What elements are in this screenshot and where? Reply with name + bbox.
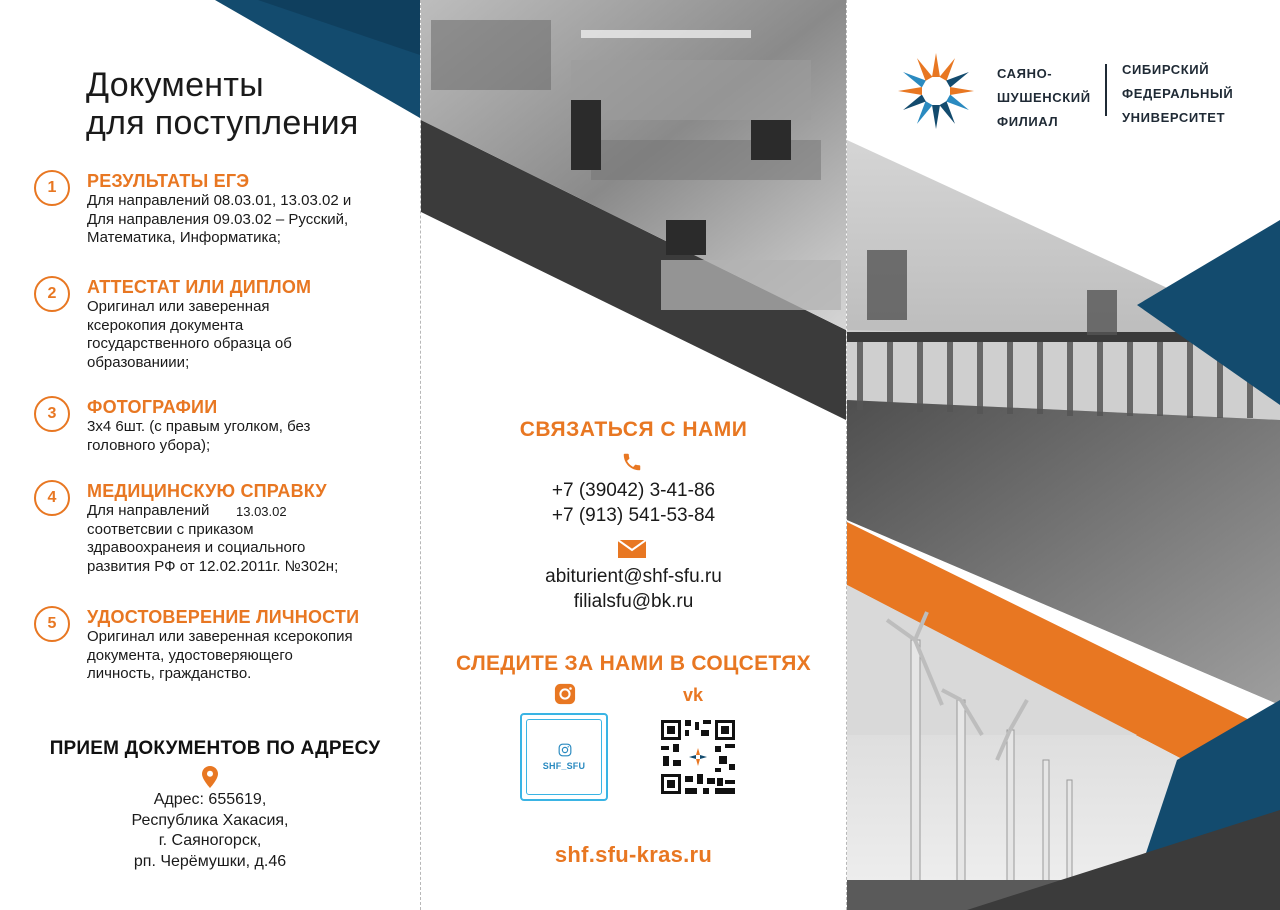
step-number: 4	[34, 480, 70, 516]
social-title: СЛЕДИТЕ ЗА НАМИ В СОЦСЕТЯХ	[456, 652, 811, 675]
envelope-icon	[618, 540, 646, 558]
documents-panel	[0, 0, 420, 910]
email-addresses[interactable]: abiturient@shf-sfu.ru filialsfu@bk.ru	[545, 566, 722, 612]
requirement-text: 3х4 6шт. (с правым уголком, без головного убора);	[87, 418, 311, 454]
phone-numbers[interactable]: +7 (39042) 3-41-86 +7 (913) 541-53-84	[551, 480, 716, 526]
documents-title: Документы для поступления	[86, 66, 359, 142]
contact-title: СВЯЗАТЬСЯ С НАМИ	[519, 418, 748, 441]
address-text: Адрес: 655619, Республика Хакасия, г. Саяногорск, рп. Черёмушки, д.46	[131, 791, 289, 870]
requirement-item	[32, 396, 412, 480]
requirement-text: Для направлений соответсвии с приказом здравоохранеия и социального развития РФ от 12.02.2011г. №302н;	[87, 502, 339, 575]
map-pin-icon	[202, 766, 218, 788]
requirements-list	[32, 170, 412, 696]
svg-text:vk: vk	[683, 685, 704, 704]
cover-panel	[847, 0, 1280, 910]
requirement-item	[32, 276, 412, 396]
requirement-text: Оригинал или заверенная ксерокопия документа, удостоверяющего личность, гражданство.	[87, 628, 353, 682]
requirement-item	[32, 606, 412, 696]
step-number: 2	[34, 276, 70, 312]
instagram-qr-card[interactable]	[520, 713, 608, 801]
contacts-panel	[421, 0, 846, 910]
branch-name: САЯНО- ШУШЕНСКИЙ ФИЛИАЛ	[997, 66, 1091, 129]
requirement-item	[32, 170, 412, 276]
hydro-dam-wind-turbines-photo	[847, 0, 1280, 910]
requirement-title: ФОТОГРАФИИ	[87, 397, 218, 417]
step-number: 3	[34, 396, 70, 432]
instagram-icon	[558, 743, 572, 757]
card-border	[526, 719, 602, 795]
instagram-handle: SHF_SFU	[542, 761, 586, 771]
phone-icon	[621, 451, 643, 473]
requirement-title: МЕДИЦИНСКУЮ СПРАВКУ	[87, 481, 327, 501]
control-room-photo	[421, 0, 846, 420]
vk-icon[interactable]	[683, 684, 713, 704]
instagram-icon[interactable]	[554, 683, 576, 705]
requirement-text: Для направлений 08.03.01, 13.03.02 и Для направления 09.03.02 – Русский, Математика, Информатика;	[87, 192, 352, 246]
step-number: 5	[34, 606, 70, 642]
vk-qr-code[interactable]	[659, 718, 737, 796]
requirement-title: АТТЕСТАТ ИЛИ ДИПЛОМ	[87, 277, 312, 297]
address-title: ПРИЕМ ДОКУМЕНТОВ ПО АДРЕСУ	[49, 738, 381, 759]
requirement-item	[32, 480, 412, 606]
website-link[interactable]: shf.sfu-kras.ru	[554, 842, 713, 867]
sfu-logo-icon	[895, 50, 977, 132]
university-name: СИБИРСКИЙ ФЕДЕРАЛЬНЫЙ УНИВЕРСИТЕТ	[1122, 62, 1234, 125]
requirement-text: Оригинал или заверенная ксерокопия документа государственного образца об образованиии;	[87, 298, 292, 371]
requirement-title: УДОСТОВЕРЕНИЕ ЛИЧНОСТИ	[87, 607, 360, 627]
medical-direction-code: 13.03.02	[236, 504, 287, 519]
logo-divider	[1105, 64, 1107, 116]
step-number: 1	[34, 170, 70, 206]
requirement-title: РЕЗУЛЬТАТЫ ЕГЭ	[87, 171, 250, 191]
